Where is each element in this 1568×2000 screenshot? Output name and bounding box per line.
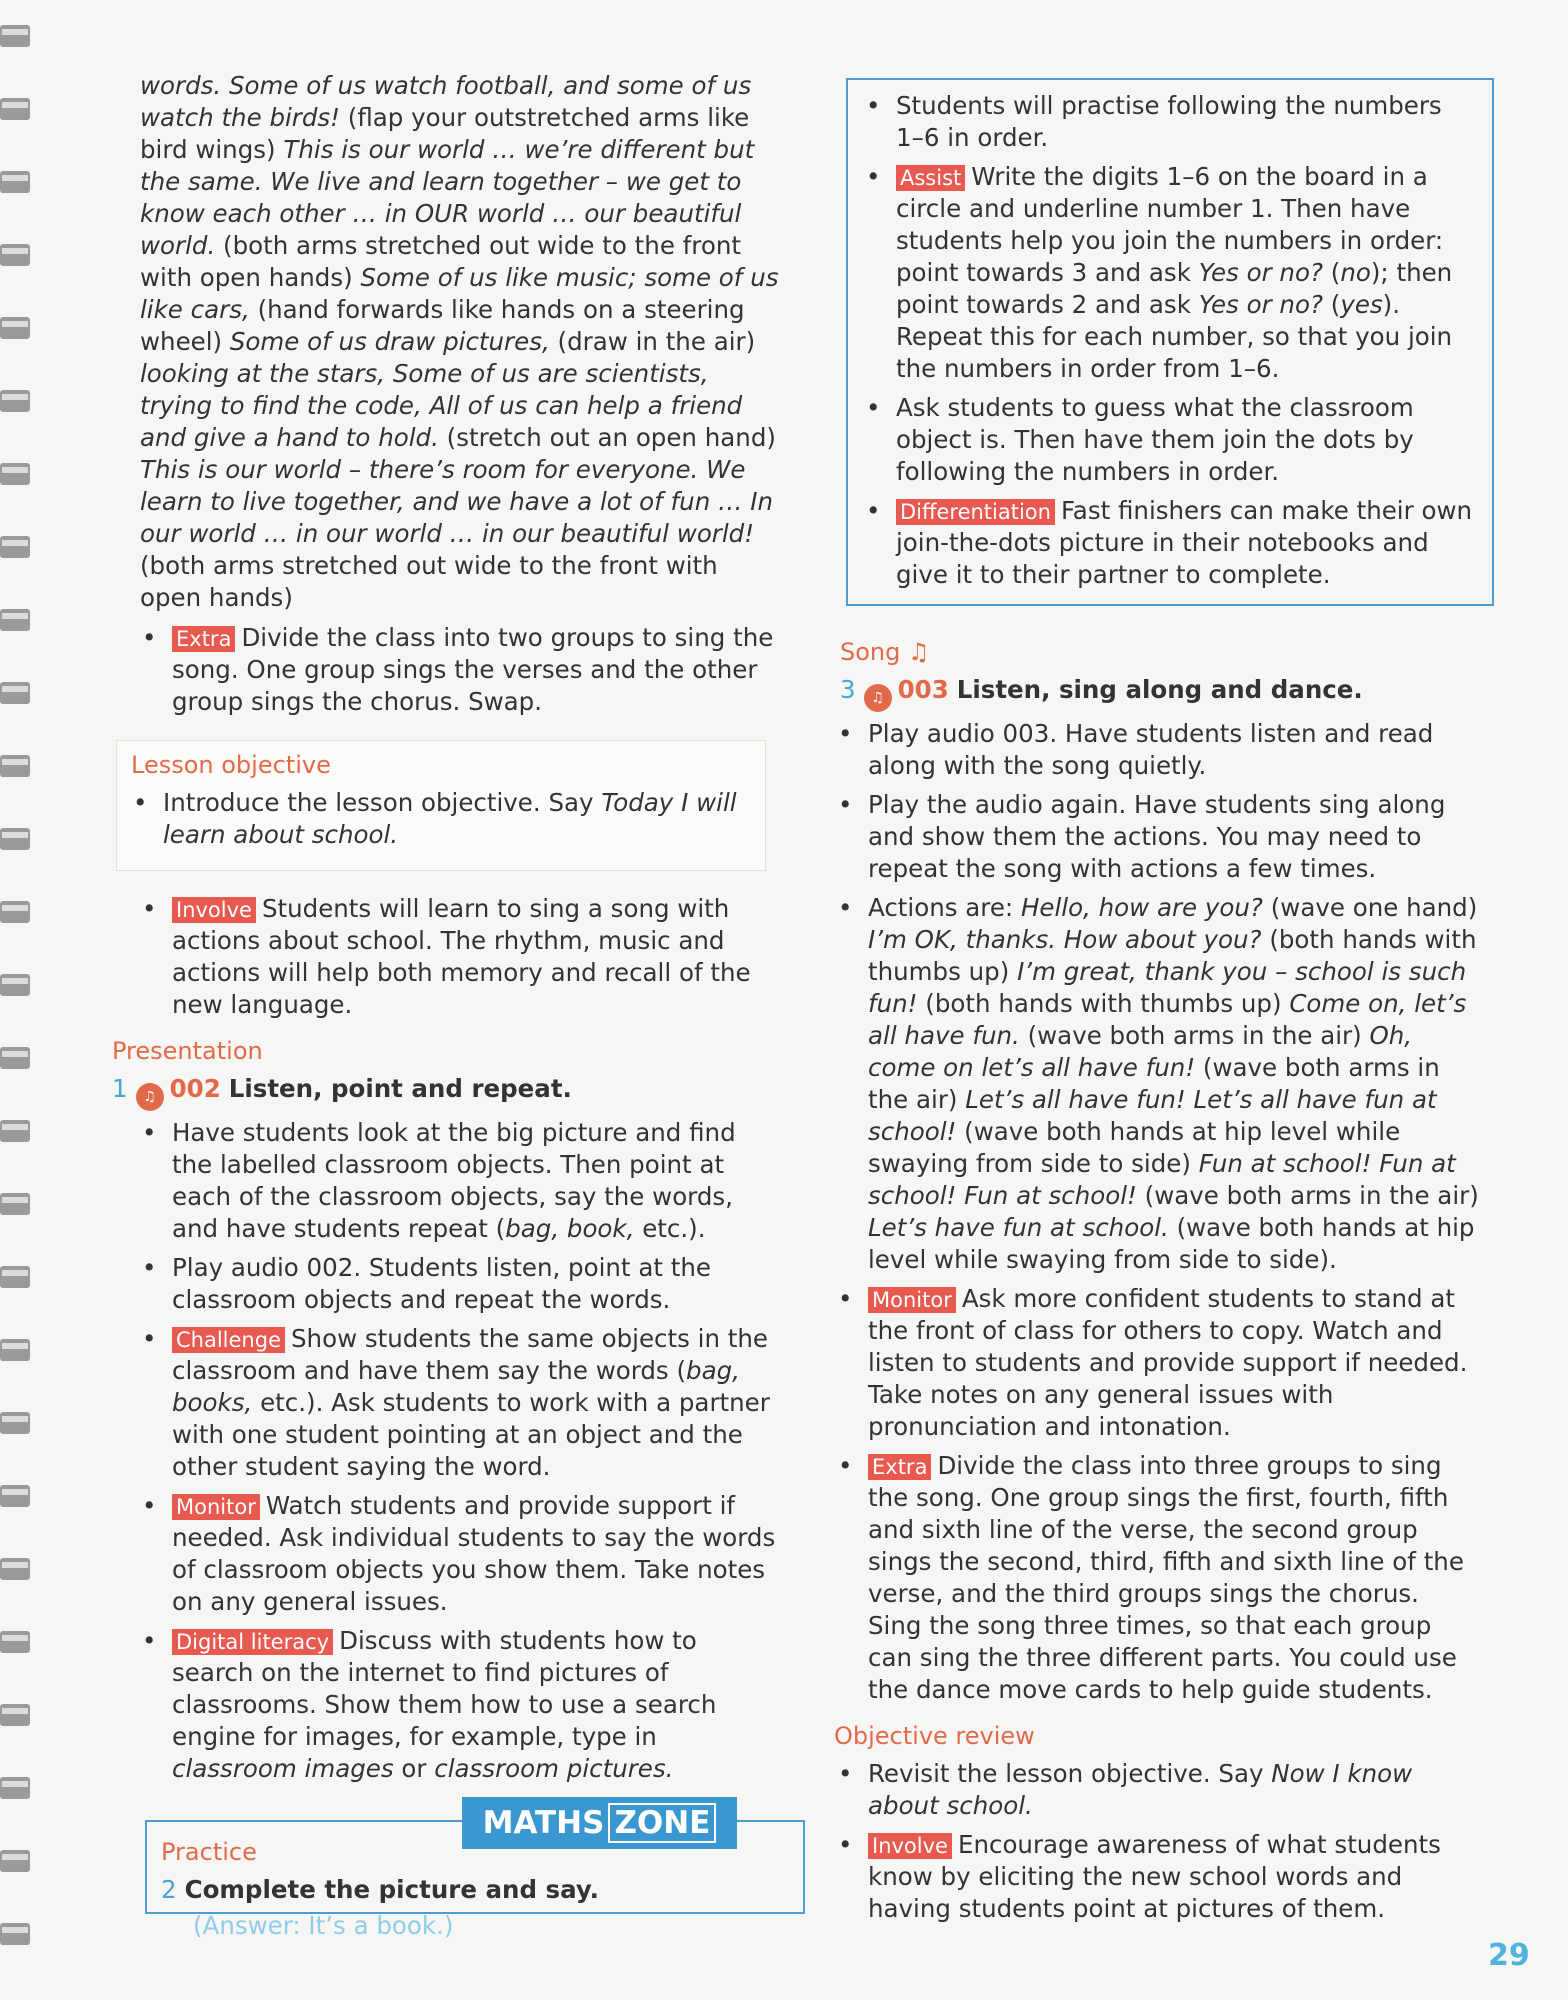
activity-box bbox=[846, 78, 1494, 606]
digital-literacy-tag: Digital literacy bbox=[172, 1629, 333, 1655]
maths-zone-banner bbox=[462, 1797, 737, 1849]
page-number: 29 bbox=[1488, 1938, 1530, 1973]
binding-ring bbox=[0, 1120, 30, 1142]
binding-ring-highlight bbox=[2, 175, 28, 181]
song-lyrics-run: (both arms stretched out wide to the front with open hands) bbox=[140, 551, 718, 612]
binding-ring-highlight bbox=[2, 467, 28, 473]
actions-item bbox=[836, 892, 1480, 1276]
box-item-3-text: Ask students to guess what the classroom object is. Then have them join the dots by following the numbers in order. bbox=[896, 393, 1414, 486]
assist-text-c: ); then point towards 2 and ask bbox=[896, 258, 1453, 319]
binding-ring-highlight bbox=[2, 1270, 28, 1276]
song-lyrics-run: Some of us like music; some of us like cars, bbox=[140, 263, 779, 324]
binding-ring-highlight bbox=[2, 248, 28, 254]
digital-literacy-note bbox=[140, 1625, 780, 1785]
binding-ring-highlight bbox=[2, 1124, 28, 1130]
binding-ring bbox=[0, 244, 30, 266]
lesson-objective-box bbox=[116, 740, 766, 871]
song-lyrics-run: (hand forwards like hands on a steering wheel) bbox=[140, 295, 745, 356]
lesson-objective-quote: Today I will learn about school. bbox=[163, 788, 737, 849]
binding-ring bbox=[0, 98, 30, 120]
assist-tag: Assist bbox=[896, 165, 965, 191]
binding-ring bbox=[0, 25, 30, 47]
binding-ring-highlight bbox=[2, 1635, 28, 1641]
assist-em-2: no bbox=[1340, 258, 1371, 287]
actions-run: Come on, let’s all have fun. bbox=[868, 989, 1467, 1050]
monitor-tag: Monitor bbox=[868, 1287, 956, 1313]
binding-ring-highlight bbox=[2, 1416, 28, 1422]
presentation-item-1 bbox=[140, 1117, 780, 1245]
song-item-2 bbox=[836, 789, 1480, 885]
digital-text: Discuss with students how to search on the internet to find pictures of classrooms. Show them how to use a search engine for images, for example, type in bbox=[172, 1626, 717, 1751]
zone-label: ZONE bbox=[608, 1803, 716, 1843]
extra-tag: Extra bbox=[172, 626, 235, 652]
binding-ring-highlight bbox=[2, 832, 28, 838]
actions-run: Let’s all have fun! Let’s all have fun at school! bbox=[868, 1085, 1437, 1146]
assist-em-3: Yes or no? bbox=[1198, 290, 1323, 319]
binding-ring bbox=[0, 1485, 30, 1507]
binding-ring-highlight bbox=[2, 29, 28, 35]
digital-mid: or bbox=[393, 1754, 435, 1783]
challenge-tag: Challenge bbox=[172, 1327, 285, 1353]
assist-text-b: ( bbox=[1322, 258, 1341, 287]
monitor-note-right bbox=[836, 1283, 1480, 1443]
audio-code: 002 bbox=[169, 1074, 221, 1103]
practice-heading: Practice bbox=[161, 1838, 257, 1866]
binding-ring-highlight bbox=[2, 321, 28, 327]
binding-ring-highlight bbox=[2, 905, 28, 911]
exercise-2-number: 2 bbox=[161, 1875, 177, 1904]
spiral-binding bbox=[0, 0, 34, 2000]
audio-cd-icon: ♫ bbox=[136, 1083, 164, 1111]
maths-label: MATHS bbox=[482, 1805, 605, 1841]
binding-ring bbox=[0, 1631, 30, 1653]
review-quote: Now I know about school. bbox=[868, 1759, 1413, 1820]
involve-tag: Involve bbox=[172, 897, 256, 923]
actions-run: (wave both hands at hip level while swaying from side to side). bbox=[868, 1213, 1475, 1274]
review-text: Revisit the lesson objective. Say bbox=[868, 1759, 1272, 1788]
actions-run: Let’s have fun at school. bbox=[868, 1213, 1169, 1242]
challenge-em: bag, books, bbox=[172, 1356, 740, 1417]
objective-review-heading: Objective review bbox=[834, 1722, 1035, 1750]
binding-ring bbox=[0, 1850, 30, 1872]
exercise-3-title bbox=[840, 674, 1480, 712]
actions-run: (wave both arms in the air) bbox=[868, 1053, 1440, 1114]
exercise-1-number: 1 bbox=[112, 1074, 128, 1103]
binding-ring bbox=[0, 1339, 30, 1361]
digital-em-2: classroom pictures. bbox=[434, 1754, 674, 1783]
exercise-2-instruction: Complete the picture and say. bbox=[184, 1875, 599, 1904]
p1-text: Have students look at the big picture and find the labelled classroom objects. Then point at each of the classroom objects, say the words, and have students repeat ( bbox=[172, 1118, 736, 1243]
music-note-icon: ♫ bbox=[908, 638, 930, 666]
assist-em-4: yes bbox=[1340, 290, 1383, 319]
exercise-3-instruction: Listen, sing along and dance. bbox=[956, 675, 1363, 704]
song-lyrics-run: (both arms stretched out wide to the front with open hands) bbox=[140, 231, 741, 292]
presentation-heading: Presentation bbox=[112, 1037, 263, 1065]
extra-text: Divide the class into two groups to sing the song. One group sings the verses and the other group sings the chorus. Swap. bbox=[172, 623, 774, 716]
binding-ring-highlight bbox=[2, 686, 28, 692]
binding-ring bbox=[0, 1266, 30, 1288]
box-item-3 bbox=[864, 392, 1476, 488]
extra-note bbox=[140, 622, 780, 718]
binding-ring-highlight bbox=[2, 102, 28, 108]
binding-ring-highlight bbox=[2, 978, 28, 984]
exercise-2-title bbox=[161, 1874, 789, 1906]
challenge-note bbox=[140, 1323, 780, 1483]
monitor-text: Ask more confident students to stand at the front of class for others to copy. Watch and listen to students and provide support if needed. Take notes on any general issues with pronunciation and intonation. bbox=[868, 1284, 1468, 1441]
binding-ring bbox=[0, 974, 30, 996]
actions-run: Actions are: bbox=[868, 893, 1021, 922]
actions-run: Hello, how are you? bbox=[1020, 893, 1263, 922]
actions-run: (wave both hands at hip level while swaying from side to side) bbox=[868, 1117, 1401, 1178]
binding-ring-highlight bbox=[2, 1343, 28, 1349]
p1-text-end: etc.). bbox=[634, 1214, 706, 1243]
song-lyrics-run: This is our world … we’re different but the same. We live and learn together – we get to know each other … in OUR world … our beautiful world. bbox=[140, 135, 755, 260]
song-lyrics-run: Some of us draw pictures, bbox=[229, 327, 550, 356]
review-item bbox=[836, 1758, 1480, 1822]
digital-em-1: classroom images bbox=[172, 1754, 394, 1783]
binding-ring bbox=[0, 171, 30, 193]
left-column bbox=[112, 70, 780, 1792]
song-lyrics-run: (stretch out an open hand) bbox=[438, 423, 776, 452]
challenge-text-end: etc.). Ask students to work with a partner with one student pointing at an object and the other student saying the word. bbox=[172, 1388, 770, 1481]
challenge-text: Show students the same objects in the classroom and have them say the words ( bbox=[172, 1324, 768, 1385]
binding-ring-highlight bbox=[2, 540, 28, 546]
exercise-1-instruction: Listen, point and repeat. bbox=[228, 1074, 572, 1103]
binding-ring bbox=[0, 1193, 30, 1215]
song-item-1 bbox=[836, 718, 1480, 782]
exercise-1-title bbox=[112, 1073, 780, 1111]
binding-ring-highlight bbox=[2, 1051, 28, 1057]
binding-ring bbox=[0, 390, 30, 412]
assist-note bbox=[864, 161, 1476, 385]
binding-ring-highlight bbox=[2, 1708, 28, 1714]
song-item-2-text: Play the audio again. Have students sing along and show them the actions. You may need to repeat the song with actions a few times. bbox=[868, 790, 1446, 883]
right-column bbox=[834, 78, 1480, 1932]
binding-ring-highlight bbox=[2, 1854, 28, 1860]
actions-run: I’m great, thank you – school is such fun! bbox=[868, 957, 1467, 1018]
song-lyrics-run: words. Some of us watch football, and some of us watch the birds! bbox=[140, 71, 752, 132]
song-lyrics-run: (draw in the air) bbox=[549, 327, 756, 356]
involve-text: Students will learn to sing a song with actions about school. The rhythm, music and actions will help both memory and recall of the new language. bbox=[172, 894, 751, 1019]
monitor-text: Watch students and provide support if needed. Ask individual students to say the words of classroom objects you show them. Take notes on any general issues. bbox=[172, 1491, 776, 1616]
presentation-item-2 bbox=[140, 1252, 780, 1316]
lesson-objective-text: Introduce the lesson objective. Say bbox=[163, 788, 602, 817]
binding-ring bbox=[0, 536, 30, 558]
exercise-3-number: 3 bbox=[840, 675, 856, 704]
song-notes bbox=[836, 718, 1480, 1925]
binding-ring-highlight bbox=[2, 1489, 28, 1495]
song-heading-text: Song bbox=[840, 638, 901, 666]
song-item-1-text: Play audio 003. Have students listen and read along with the song quietly. bbox=[868, 719, 1434, 780]
binding-ring-highlight bbox=[2, 613, 28, 619]
binding-ring bbox=[0, 317, 30, 339]
song-lyrics-run: (flap your outstretched arms like bird wings) bbox=[140, 103, 750, 164]
assist-text: Write the digits 1–6 on the board in a circle and underline number 1. Then have students help you join the numbers in order: point towards 3 and ask bbox=[896, 162, 1444, 287]
binding-ring bbox=[0, 682, 30, 704]
actions-run: (wave both arms in the air) bbox=[1136, 1181, 1479, 1210]
involve-note-right bbox=[836, 1829, 1480, 1925]
lesson-objective-item bbox=[131, 787, 751, 851]
binding-ring bbox=[0, 1704, 30, 1726]
extra-tag: Extra bbox=[868, 1454, 931, 1480]
binding-ring bbox=[0, 1777, 30, 1799]
binding-ring-highlight bbox=[2, 394, 28, 400]
actions-run: (both hands with thumbs up) bbox=[917, 989, 1290, 1018]
binding-ring bbox=[0, 463, 30, 485]
binding-ring-highlight bbox=[2, 1562, 28, 1568]
p2-text: Play audio 002. Students listen, point at the classroom objects and repeat the words. bbox=[172, 1253, 711, 1314]
song-heading bbox=[840, 636, 1480, 668]
exercise-2-answer: (Answer: It’s a book.) bbox=[193, 1911, 454, 1940]
lesson-objective-heading: Lesson objective bbox=[131, 751, 331, 779]
song-lyrics-paragraph bbox=[140, 70, 780, 614]
binding-ring bbox=[0, 901, 30, 923]
extra-note-right bbox=[836, 1450, 1480, 1706]
box-item-1-text: Students will practise following the numbers 1–6 in order. bbox=[896, 91, 1442, 152]
actions-run: Fun at school! Fun at school! Fun at school! bbox=[868, 1149, 1456, 1210]
differentiation-text: Fast finishers can make their own join-the-dots picture in their notebooks and give it to their partner to complete. bbox=[896, 496, 1473, 589]
assist-text-e: ). Repeat this for each number, so that you join the numbers in order from 1–6. bbox=[896, 290, 1453, 383]
binding-ring-highlight bbox=[2, 1927, 28, 1933]
involve-tag: Involve bbox=[868, 1833, 952, 1859]
actions-run: (wave one hand) bbox=[1262, 893, 1478, 922]
song-lyrics-run: This is our world – there’s room for everyone. We learn to live together, and we have a lot of fun … In our world … in our world … in our beautiful world! bbox=[140, 455, 774, 548]
monitor-note bbox=[140, 1490, 780, 1618]
actions-run: (wave both arms in the air) bbox=[1019, 1021, 1370, 1050]
binding-ring bbox=[0, 1047, 30, 1069]
binding-ring bbox=[0, 1558, 30, 1580]
involve-text: Encourage awareness of what students know by eliciting the new school words and having students point at pictures of them. bbox=[868, 1830, 1441, 1923]
p1-em: bag, book, bbox=[505, 1214, 635, 1243]
binding-ring-highlight bbox=[2, 1781, 28, 1787]
assist-text-d: ( bbox=[1322, 290, 1341, 319]
involve-note bbox=[140, 893, 780, 1021]
box-item-1 bbox=[864, 90, 1476, 154]
binding-ring bbox=[0, 755, 30, 777]
audio-cd-icon: ♫ bbox=[864, 684, 892, 712]
actions-run: Oh, come on let’s all have fun! bbox=[868, 1021, 1413, 1082]
binding-ring bbox=[0, 1923, 30, 1945]
actions-run: I’m OK, thanks. How about you? bbox=[868, 925, 1262, 954]
monitor-tag: Monitor bbox=[172, 1494, 260, 1520]
binding-ring-highlight bbox=[2, 1197, 28, 1203]
extra-text: Divide the class into three groups to sing the song. One group sings the first, fourth, fifth and sixth line of the verse, the second group sings the second, third, fifth and sixth line of the verse, and the third groups sings the chorus. Sing the song three times, so that each group can sing the three different parts. You could use the dance move cards to help guide students. bbox=[868, 1451, 1464, 1704]
binding-ring-highlight bbox=[2, 759, 28, 765]
binding-ring bbox=[0, 828, 30, 850]
binding-ring bbox=[0, 609, 30, 631]
differentiation-note bbox=[864, 495, 1476, 591]
binding-ring bbox=[0, 1412, 30, 1434]
actions-run: (both hands with thumbs up) bbox=[868, 925, 1477, 986]
assist-em-1: Yes or no? bbox=[1198, 258, 1323, 287]
audio-code: 003 bbox=[897, 675, 949, 704]
differentiation-tag: Differentiation bbox=[896, 499, 1055, 525]
song-lyrics-run: looking at the stars, Some of us are scientists, trying to find the code, All of us can help a friend and give a hand to hold. bbox=[140, 359, 743, 452]
